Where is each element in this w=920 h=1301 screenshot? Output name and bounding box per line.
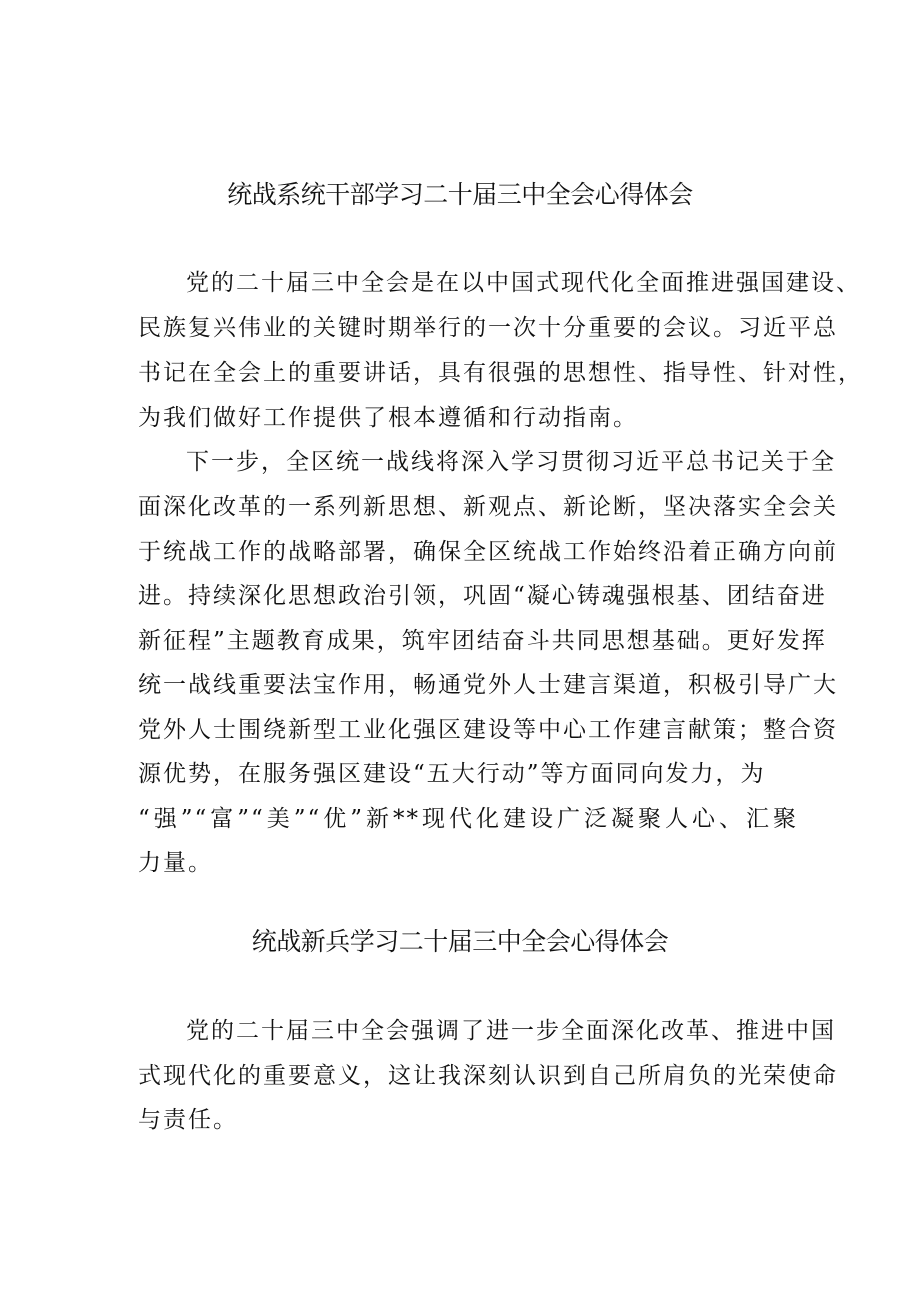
paragraph-line: 进。持续深化思想政治引领，巩固“凝心铸魂强根基、团结奋进: [138, 583, 827, 609]
paragraph-line: 党的二十届三中全会强调了进一步全面深化改革、推进中国: [186, 1018, 836, 1044]
paragraph-line: 与责任。: [138, 1107, 238, 1133]
paragraph-line: 力量。: [138, 850, 213, 876]
paragraph-line: 书记在全会上的重要讲话，具有很强的思想性、指导性、针对性，: [138, 360, 863, 386]
paragraph-line: 式现代化的重要意义，这让我深刻认识到自己所肩负的光荣使命: [138, 1063, 838, 1089]
paragraph-line: 新征程”主题教育成果，筑牢团结奋斗共同思想基础。更好发挥: [138, 628, 827, 654]
paragraph-line: 于统战工作的战略部署，确保全区统战工作始终沿着正确方向前: [138, 539, 838, 565]
paragraph-line: 党外人士围绕新型工业化强区建设等中心工作建言献策；整合资: [138, 717, 838, 743]
paragraph-line: 源优势，在服务强区建设“五大行动”等方面同向发力，为: [138, 761, 766, 787]
paragraph-line: 民族复兴伟业的关键时期举行的一次十分重要的会议。习近平总: [138, 315, 838, 341]
section-title-2: 统战新兵学习二十届三中全会心得体会: [251, 927, 669, 956]
paragraph-line: 为我们做好工作提供了根本遵循和行动指南。: [138, 405, 638, 431]
paragraph-line: 下一步，全区统一战线将深入学习贯彻习近平总书记关于全: [186, 449, 836, 475]
paragraph-line: “强”“富”“美”“优”新**现代化建设广泛凝聚人心、汇聚: [138, 806, 798, 832]
paragraph-line: 统一战线重要法宝作用，畅通党外人士建言渠道，积极引导广大: [138, 672, 838, 698]
paragraph-line: 面深化改革的一系列新思想、新观点、新论断，坚决落实全会关: [138, 494, 838, 520]
paragraph-line: 党的二十届三中全会是在以中国式现代化全面推进强国建设、: [186, 270, 861, 296]
section-title-1: 统战系统干部学习二十届三中全会心得体会: [227, 180, 693, 209]
